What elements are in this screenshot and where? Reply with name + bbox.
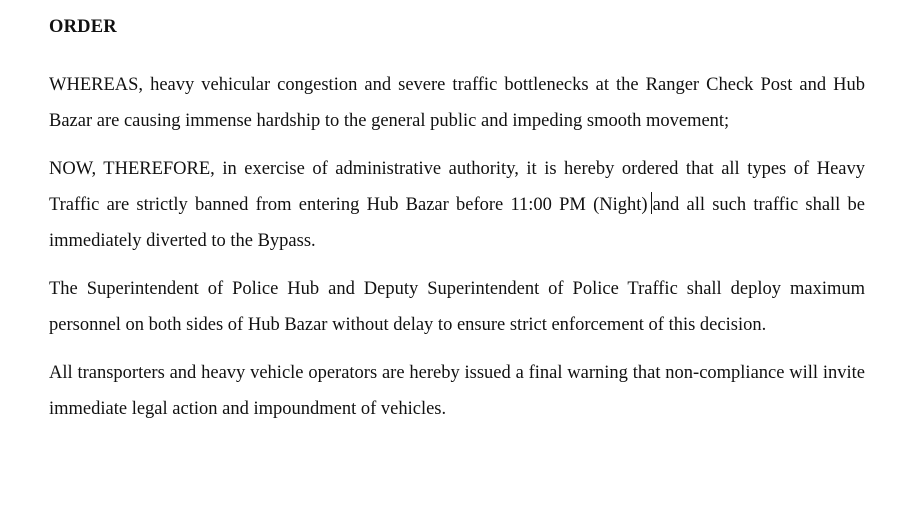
document-page bbox=[49, 14, 865, 439]
whereas-paragraph: WHEREAS, heavy vehicular congestion and severe traffic bottlenecks at the Ranger Check Post and Hub Bazar are causing immense hardship to the general public and impeding smooth movement; bbox=[49, 75, 865, 131]
therefore-text-part-2: and all such traffic shall be immediately diverted to the Bypass. bbox=[49, 195, 865, 251]
police-deployment-paragraph: The Superintendent of Police Hub and Deputy Superintendent of Police Traffic shall deploy maximum personnel on both sides of Hub Bazar without delay to ensure strict enforcement of this decision. bbox=[49, 279, 865, 335]
text-cursor bbox=[651, 192, 652, 214]
warning-paragraph: All transporters and heavy vehicle operators are hereby issued a final warning that non-compliance will invite immediate legal action and impoundment of vehicles. bbox=[49, 363, 865, 419]
therefore-text-part-1: NOW, THEREFORE, in exercise of administrative authority, it is hereby ordered that all types of Heavy Traffic are strictly banned from entering Hub Bazar before 11:00 PM (Night) bbox=[49, 159, 865, 215]
order-heading: ORDER bbox=[49, 17, 117, 37]
therefore-paragraph bbox=[49, 151, 865, 259]
